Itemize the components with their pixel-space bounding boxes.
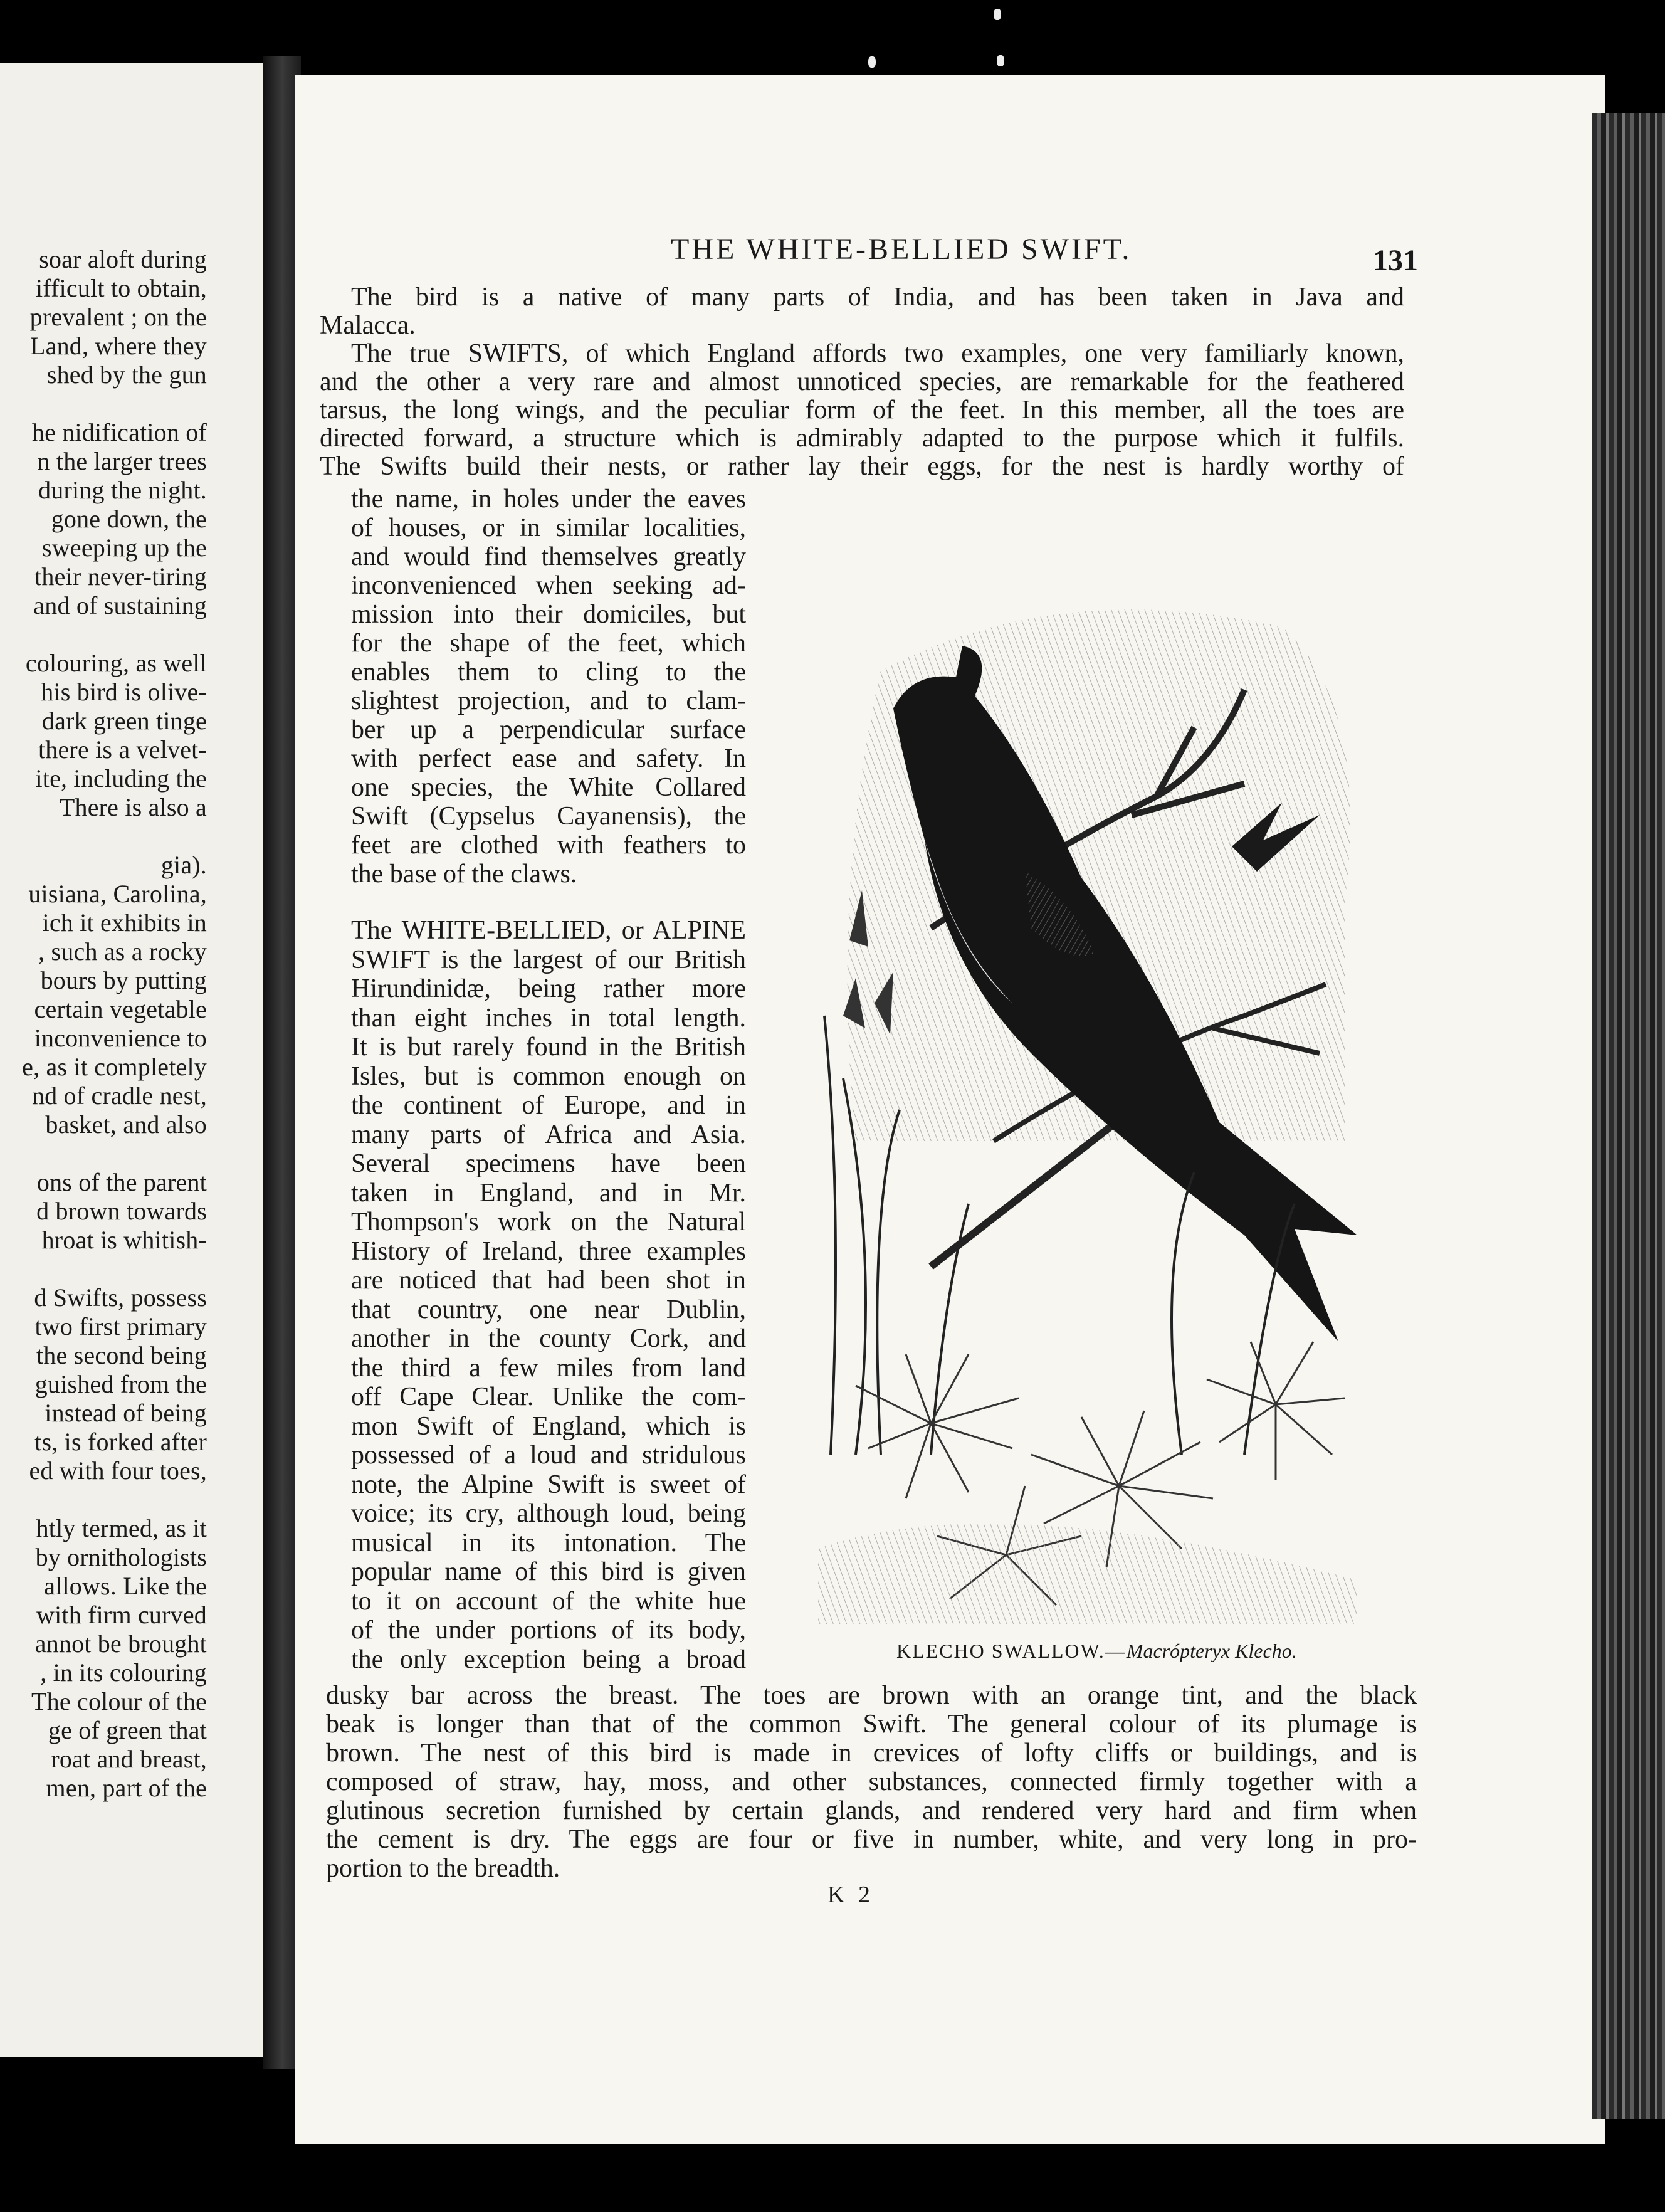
text-line: Hirundinidæ, being rather more [351, 974, 746, 1003]
text-line: Isles, but is common enough on [351, 1061, 746, 1091]
text-line: History of Ireland, three examples [351, 1236, 746, 1266]
text-line: the third a few miles from land [351, 1353, 746, 1382]
left-page-line: uisiana, Carolina, [28, 880, 207, 908]
running-head: THE WHITE-BELLIED SWIFT. [671, 233, 1132, 266]
text-line: Swift (Cypselus Cayanensis), the [351, 802, 746, 831]
text-line: voice; its cry, although loud, being [351, 1499, 746, 1528]
text-line: and the other a very rare and almost unnoticed species, are remarkable for the feathered [320, 367, 1404, 396]
left-page-line: gia). [160, 851, 207, 879]
klecho-swallow-engraving [806, 577, 1370, 1624]
text-line: the name, in holes under the eaves [351, 485, 746, 514]
left-page-line: annot be brought [34, 1630, 207, 1658]
left-page-line: ge of green that [48, 1716, 207, 1744]
text-line: another in the county Cork, and [351, 1324, 746, 1353]
text-line: Thompson's work on the Natural [351, 1208, 746, 1236]
text-line: that country, one near Dublin, [351, 1295, 746, 1324]
left-page-line: dark green tinge [41, 707, 207, 735]
text-line: The true SWIFTS, of which England affords two examples, one very familiarly known, [351, 339, 1404, 368]
left-page-line: ifficult to obtain, [35, 274, 207, 302]
text-line: beak is longer than that of the common Swift. The general colour of its plumage is [326, 1710, 1417, 1739]
text-line: enables them to cling to the [351, 658, 746, 687]
left-page-line: nd of cradle nest, [31, 1082, 207, 1110]
text-line: many parts of Africa and Asia. [351, 1120, 746, 1149]
left-page-line: shed by the gun [46, 361, 207, 389]
left-page-line: htly termed, as it [36, 1514, 207, 1542]
text-line: possessed of a loud and stridulous [351, 1441, 746, 1470]
left-page-line: he nidification of [31, 418, 207, 446]
text-line: dusky bar across the breast. The toes are brown with an orange tint, and the black [326, 1681, 1417, 1710]
left-page-line: , in its colouring [40, 1658, 207, 1687]
left-page-line: allows. Like the [44, 1572, 207, 1600]
caption-common-name: KLECHO SWALLOW.— [896, 1640, 1127, 1662]
text-line: Several specimens have been [351, 1149, 746, 1178]
scan-speck [994, 9, 1001, 20]
text-line: composed of straw, hay, moss, and other substances, connected firmly together with a [326, 1767, 1417, 1796]
text-line: the base of the claws. [351, 860, 577, 888]
left-page-line: e, as it completely [22, 1053, 207, 1081]
text-line: one species, the White Collared [351, 773, 746, 802]
left-page-line: , such as a rocky [38, 937, 207, 966]
left-page-line: instead of being [45, 1399, 207, 1427]
scan-speck [997, 55, 1004, 66]
text-line: portion to the breadth. [326, 1854, 560, 1883]
text-line: directed forward, a structure which is admirably adapted to the purpose which it fulfils. [320, 424, 1404, 453]
text-line: slightest projection, and to clam- [351, 687, 746, 715]
left-page-line: d brown towards [36, 1197, 207, 1225]
left-page-line: and of sustaining [33, 591, 207, 619]
text-line: mon Swift of England, which is [351, 1411, 746, 1441]
left-page-line: by ornithologists [35, 1543, 207, 1571]
left-page-line: their never-tiring [34, 562, 207, 591]
left-page-line: colouring, as well [25, 649, 207, 677]
text-line: of houses, or in similar localities, [351, 514, 746, 542]
left-page-line: ite, including the [35, 764, 207, 793]
text-line: are noticed that had been shot in [351, 1266, 746, 1295]
caption-latin-name: Macrópteryx Klecho. [1126, 1640, 1297, 1662]
left-page-line: men, part of the [46, 1774, 207, 1802]
page-number: 131 [1373, 244, 1418, 277]
left-page-line: ed with four toes, [29, 1456, 207, 1485]
left-page-line: prevalent ; on the [29, 303, 207, 331]
book-edge [1592, 113, 1665, 2119]
left-page-line: guished from the [34, 1370, 207, 1398]
text-line: taken in England, and in Mr. [351, 1178, 746, 1208]
signature-mark: K 2 [827, 1882, 874, 1908]
text-line: inconvenienced when seeking ad- [351, 571, 746, 600]
left-page-line: n the larger trees [37, 447, 207, 475]
text-line: the only exception being a broad [351, 1645, 746, 1674]
left-page-line: gone down, the [51, 505, 207, 533]
left-page-line: certain vegetable [34, 995, 207, 1023]
left-page-line: during the night. [38, 476, 207, 504]
left-page-line: The colour of the [31, 1687, 207, 1715]
left-page-line: bours by putting [40, 966, 207, 994]
text-line: the continent of Europe, and in [351, 1091, 746, 1120]
scan-speck [868, 56, 876, 68]
text-line: brown. The nest of this bird is made in crevices of lofty cliffs or buildings, and is [326, 1739, 1417, 1767]
text-line: to it on account of the white hue [351, 1586, 746, 1616]
text-line: SWIFT is the largest of our British [351, 945, 746, 974]
left-page-line: sweeping up the [42, 534, 207, 562]
left-page-line: the second being [36, 1341, 207, 1369]
text-line: mission into their domiciles, but [351, 600, 746, 629]
text-line: Malacca. [320, 311, 416, 340]
left-page-line: his bird is olive- [41, 678, 207, 706]
left-facing-page [0, 63, 268, 2057]
text-line: off Cape Clear. Unlike the com- [351, 1382, 746, 1411]
text-line: feet are clothed with feathers to [351, 831, 746, 860]
left-page-line: inconvenience to [34, 1024, 207, 1052]
text-line: note, the Alpine Swift is sweet of [351, 1470, 746, 1499]
text-line: popular name of this bird is given [351, 1557, 746, 1586]
illustration-caption [896, 1640, 1297, 1663]
text-line: and would find themselves greatly [351, 542, 746, 571]
text-line: It is but rarely found in the British [351, 1033, 746, 1061]
left-page-line: There is also a [59, 793, 207, 821]
left-page-line: roat and breast, [51, 1745, 207, 1773]
text-line: the cement is dry. The eggs are four or five in number, white, and very long in pro- [326, 1825, 1417, 1854]
text-line: of the under portions of its body, [351, 1616, 746, 1645]
left-page-line: ons of the parent [36, 1168, 207, 1196]
text-line: than eight inches in total length. [351, 1003, 746, 1033]
left-page-line: basket, and also [45, 1110, 207, 1139]
left-page-line: there is a velvet- [38, 735, 207, 764]
text-line: The WHITE-BELLIED, or ALPINE [351, 916, 746, 945]
text-line: for the shape of the feet, which [351, 629, 746, 658]
left-page-line: two first primary [34, 1312, 207, 1340]
text-line: tarsus, the long wings, and the peculiar form of the feet. In this member, all the toes are [320, 396, 1404, 424]
text-line: glutinous secretion furnished by certain glands, and rendered very hard and firm when [326, 1796, 1417, 1825]
left-page-line: Land, where they [30, 332, 207, 360]
right-page [295, 75, 1605, 2144]
text-line: ber up a perpendicular surface [351, 715, 746, 744]
left-page-line: d Swifts, possess [34, 1283, 207, 1312]
text-line: with perfect ease and safety. In [351, 744, 746, 773]
left-page-line: hroat is whitish- [41, 1226, 207, 1254]
text-line: The bird is a native of many parts of India, and has been taken in Java and [351, 283, 1404, 312]
left-page-line: ich it exhibits in [42, 908, 207, 937]
left-page-line: soar aloft during [39, 245, 207, 273]
text-line: musical in its intonation. The [351, 1528, 746, 1557]
left-page-line: ts, is forked after [34, 1428, 207, 1456]
text-line: The Swifts build their nests, or rather lay their eggs, for the nest is hardly worthy of [320, 452, 1404, 481]
left-page-line: with firm curved [36, 1601, 207, 1629]
